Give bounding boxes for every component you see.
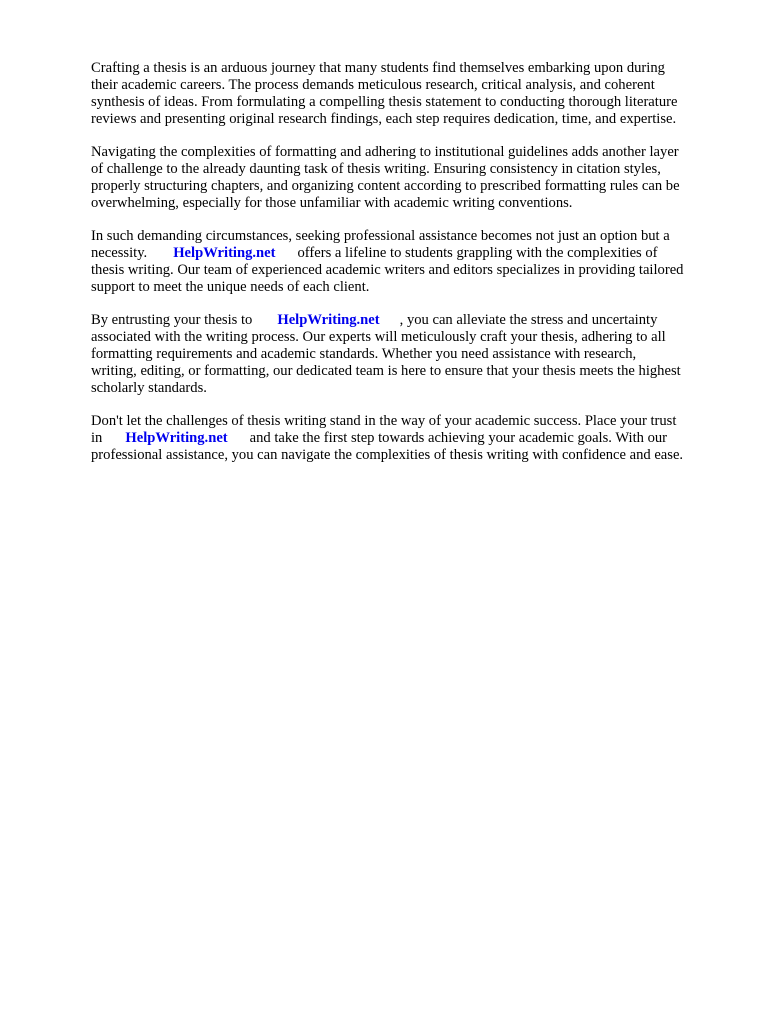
paragraph-closing	[91, 413, 723, 464]
text-line: overwhelming, especially for those unfamiliar with academic writing conventions.	[91, 195, 573, 211]
text-line: reviews and presenting original research findings, each step requires dedication, time, and expertise.	[91, 111, 677, 127]
paragraph-assistance	[91, 228, 723, 296]
paragraph-intro	[91, 60, 723, 128]
text-segment: in	[91, 430, 103, 446]
text-line: thesis writing. Our team of experienced academic writers and editors specializes in providing tailored	[91, 262, 684, 278]
text-line: their academic careers. The process demands meticulous research, critical analysis, and coherent	[91, 77, 655, 93]
text-line: support to meet the unique needs of each client.	[91, 279, 370, 295]
helpwriting-link[interactable]: HelpWriting.net	[173, 245, 276, 261]
text-segment: By entrusting your thesis to	[91, 312, 253, 328]
text-line: properly structuring chapters, and organizing content according to prescribed formatting rules can be	[91, 178, 680, 194]
paragraph-entrusting	[91, 312, 723, 397]
text-line: In such demanding circumstances, seeking professional assistance becomes not just an option but a	[91, 228, 670, 244]
text-line: writing, editing, or formatting, our dedicated team is here to ensure that your thesis meets the highest	[91, 363, 681, 379]
text-line	[91, 312, 723, 329]
text-line: scholarly standards.	[91, 380, 207, 396]
text-line: Crafting a thesis is an arduous journey that many students find themselves embarking upon during	[91, 60, 665, 76]
document-body	[91, 60, 723, 480]
text-line: associated with the writing process. Our experts will meticulously craft your thesis, adhering to all	[91, 329, 666, 345]
text-segment: offers a lifeline to students grappling with the complexities of	[297, 245, 658, 261]
text-line: formatting requirements and academic standards. Whether you need assistance with research,	[91, 346, 637, 362]
text-line	[91, 245, 723, 262]
text-line: Don't let the challenges of thesis writing stand in the way of your academic success. Place your trust	[91, 413, 677, 429]
helpwriting-link[interactable]: HelpWriting.net	[125, 430, 228, 446]
text-line: professional assistance, you can navigate the complexities of thesis writing with confidence and ease.	[91, 447, 684, 463]
text-line: Navigating the complexities of formatting and adhering to institutional guidelines adds another layer	[91, 144, 679, 160]
text-line: synthesis of ideas. From formulating a compelling thesis statement to conducting thorough literature	[91, 94, 678, 110]
paragraph-formatting	[91, 144, 723, 212]
text-line	[91, 430, 723, 447]
text-segment: and take the first step towards achieving your academic goals. With our	[249, 430, 668, 446]
helpwriting-link[interactable]: HelpWriting.net	[277, 312, 380, 328]
text-line: of challenge to the already daunting task of thesis writing. Ensuring consistency in citation styles,	[91, 161, 661, 177]
text-segment: , you can alleviate the stress and uncertainty	[399, 312, 658, 328]
text-segment: necessity.	[91, 245, 148, 261]
